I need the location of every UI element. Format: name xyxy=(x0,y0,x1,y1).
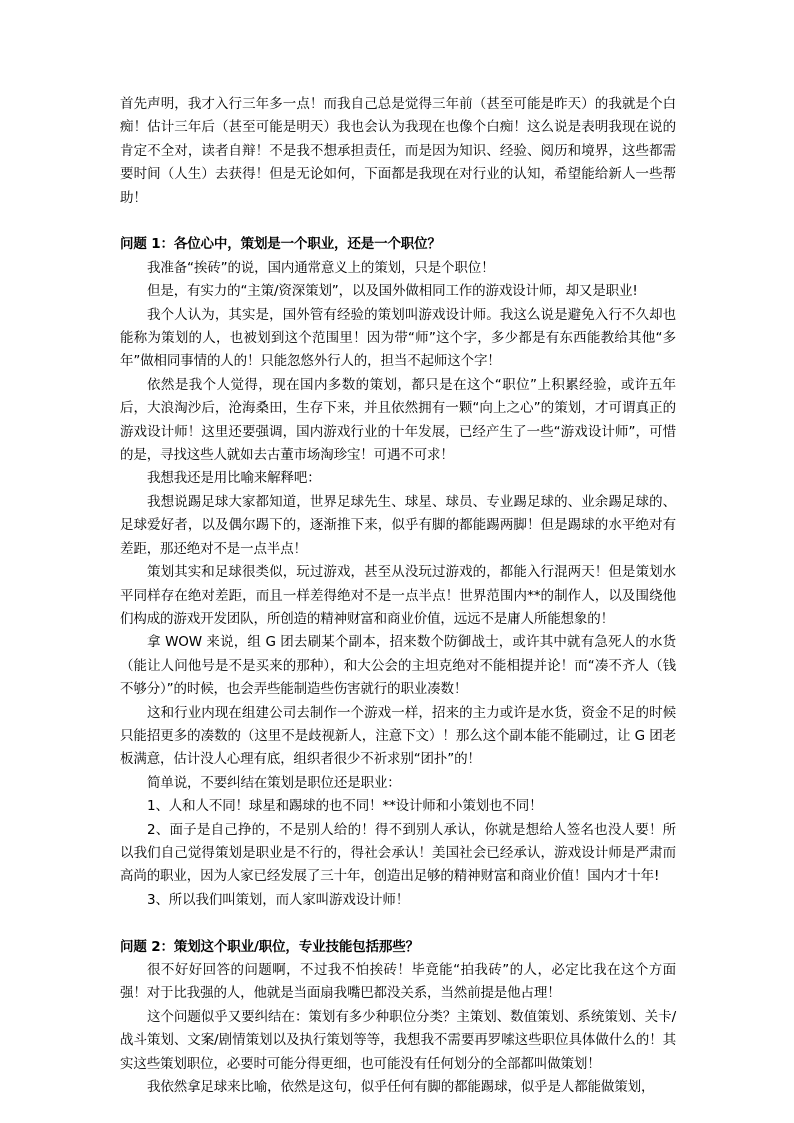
q1-list-item-2: 2、面子是自己挣的，不是别人给的！得不到别人承认，你就是想给人签名也没人要！所以我们自己觉得策划是职业是不行的，得社会承认！美国社会已经承认，游戏设计师是严肃而高尚的职业，因为人家已经发展了三十年，创造出足够的精神财富和商业价值！国内才十年! xyxy=(120,821,676,885)
q1-paragraph: 简单说，不要纠结在策划是职位还是职业： xyxy=(147,774,401,791)
q1-paragraph: 拿 WOW 来说，组 G 团去刷某个副本，招来数个防御战士，或许其中就有急死人的水货（能让人问他号是不是买来的那种），和大公会的主坦克绝对不能相提并论！而“凑不齐人（钱不够分）”的时候，也会弄些能制造些伤害就行的职业凑数！ xyxy=(120,634,676,698)
q1-paragraph: 策划其实和足球很类似，玩过游戏，甚至从没玩过游戏的，都能入行混两天！但是策划水平同样存在绝对差距，而且一样差得绝对不是一点半点！世界范围内**的制作人，以及围绕他们构成的游戏开发团队，所创造的精神财富和商业价值，远远不是庸人所能想象的！ xyxy=(120,564,676,627)
q1-paragraph: 我想我还是用比喻来解释吧： xyxy=(147,470,321,487)
q1-list-item-1: 1、人和人不同！球星和踢球的也不同！**设计师和小策划也不同！ xyxy=(147,798,543,815)
q1-paragraph: 我个人认为，其实是，国外管有经验的策划叫游戏设计师。我这么说是避免入行不久却也能称为策划的人，也被划到这个范围里！因为带“师”这个字，多少都是有东西能教给其他“多年”做相同事情的人的！只能忽悠外行人的，担当不起师这个字！ xyxy=(120,306,676,370)
q1-paragraph: 我准备“挨砖”的说，国内通常意义上的策划，只是个职位！ xyxy=(147,259,495,276)
question-1-heading: 问题 1：各位心中，策划是一个职业，还是一个职位？ xyxy=(120,236,441,253)
q2-paragraph: 我依然拿足球来比喻，依然是这句，似乎任何有脚的都能踢球，似乎是人都能做策划， xyxy=(147,1079,655,1096)
q1-list-item-3: 3、所以我们叫策划，而人家叫游戏设计师！ xyxy=(147,891,410,908)
document-body xyxy=(120,93,676,1099)
q1-paragraph: 但是，有实力的“主策/资深策划”，以及国外做相同工作的游戏设计师，却又是职业! xyxy=(147,283,638,300)
intro-paragraph: 首先声明，我才入行三年多一点！而我自己总是觉得三年前（甚至可能是昨天）的我就是个白痴！估计三年后（甚至可能是明天）我也会认为我现在也像个白痴！这么说是表明我现在说的肯定不全对，读者自辩！不是我不想承担责任，而是因为知识、经验、阅历和境界，这些都需要时间（人生）去获得！但是无论如何，下面都是我现在对行业的认知，希望能给新人一些帮助！ xyxy=(120,96,676,206)
q1-paragraph: 这和行业内现在组建公司去制作一个游戏一样，招来的主力或许是水货，资金不足的时候只能招更多的凑数的（这里不是歧视新人，注意下文）！那么这个副本能不能刷过，让 G 团老板满意，估计没人心理有底，组织者很少不祈求别“团扑”的！ xyxy=(120,704,676,768)
section-spacer xyxy=(120,912,676,935)
question-2-heading: 问题 2：策划这个职业/职位，专业技能包括那些？ xyxy=(120,938,419,955)
q1-paragraph: 我想说踢足球大家都知道，世界足球先生、球星、球员、专业踢足球的、业余踢足球的、足球爱好者，以及偶尔踢下的，逐渐推下来，似乎有脚的都能踢两脚！但是踢球的水平绝对有差距，那还绝对不是一点半点！ xyxy=(120,493,676,557)
q1-paragraph: 依然是我个人觉得，现在国内多数的策划，都只是在这个“职位”上积累经验，或许五年后，大浪淘沙后，沧海桑田，生存下来，并且依然拥有一颗“向上之心”的策划，才可谓真正的游戏设计师！这里还要强调，国内游戏行业的十年发展，已经产生了一些“游戏设计师”，可惜的是，寻找这些人就如去古董市场淘珍宝！可遇不可求！ xyxy=(120,376,676,464)
q2-paragraph: 很不好好回答的问题啊，不过我不怕挨砖！毕竟能“拍我砖”的人，必定比我在这个方面强！对于比我强的人，他就是当面扇我嘴巴都没关系，当然前提是他占理！ xyxy=(120,962,676,1002)
section-spacer xyxy=(120,210,676,233)
q2-paragraph: 这个问题似乎又要纠结在：策划有多少种职位分类？主策划、数值策划、系统策划、关卡/战斗策划、文案/剧情策划以及执行策划等等，我想我不需要再罗嗦这些职位具体做什么的！其实这些策划职位，必要时可能分得更细，也可能没有任何划分的全部都叫做策划！ xyxy=(120,1008,676,1072)
